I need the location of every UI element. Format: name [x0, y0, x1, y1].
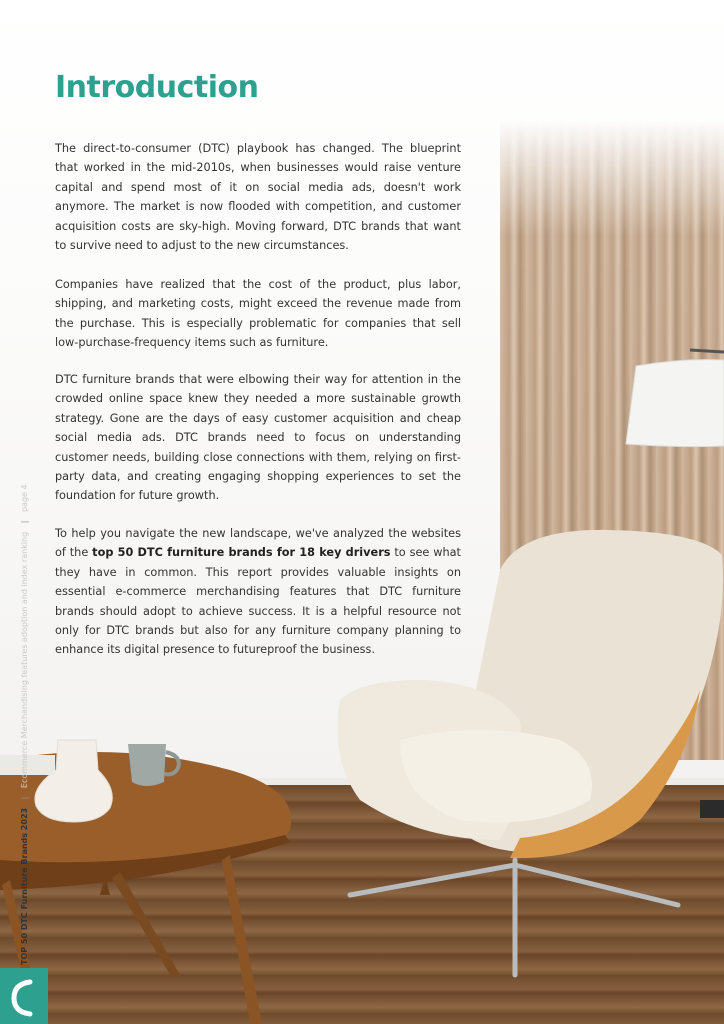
brand-logo [0, 968, 48, 1024]
sidebar-page-number: page 4 [20, 484, 29, 513]
c-logo-icon [0, 968, 48, 1024]
paragraph-4-bold-highlight: top 50 DTC furniture brands for 18 key drivers [92, 546, 391, 560]
intro-paragraph-1: The direct-to-consumer (DTC) playbook has changed. The blueprint that worked in the mid-2010s, when businesses would raise venture capital and spend most of it on social media ads, doesn't work anymore. The market is now flooded with competition, and customer acquisition costs are sky-high. Moving forward, DTC brands that want to survive need to adjust to the new circumstances. [55, 142, 461, 253]
sidebar-report-title: TOP 50 DTC Furniture Brands 2023 [20, 807, 29, 965]
paragraph-4-text-before: To help you navigate the new landscape, we've analyzed the websites of the [55, 527, 461, 560]
vertical-sidebar-caption [20, 484, 29, 965]
sidebar-separator-1: | [20, 796, 29, 800]
sidebar-subtitle: Ecommerce Merchandising features adoption and index ranking [20, 531, 29, 789]
paragraph-4-text-after: to see what they have in common. This report provides valuable insights on essential e-commerce merchandising features that DTC furniture brands should adopt to achieve success. It is a helpful resource not only for DTC brands but also for any furniture company planning to enhance its digital presence to futureproof the business. [55, 546, 461, 657]
intro-paragraph-3: DTC furniture brands that were elbowing their way for attention in the crowded online space knew they needed a more sustainable growth strategy. Gone are the days of easy customer acquisition and cheap social media ads. DTC brands need to focus on understanding customer needs, building close connections with them, relying on first-party data, and creating engaging shopping experiences to set the foundation for future growth. [55, 373, 461, 503]
sidebar-separator-2: | [20, 520, 29, 524]
intro-paragraph-2: Companies have realized that the cost of the product, plus labor, shipping, and marketing costs, might exceed the revenue made from the purchase. This is especially problematic for companies that sell low-purchase-frequency items such as furniture. [55, 278, 461, 350]
intro-paragraph-4 [55, 524, 461, 660]
page-title: Introduction [55, 70, 259, 105]
